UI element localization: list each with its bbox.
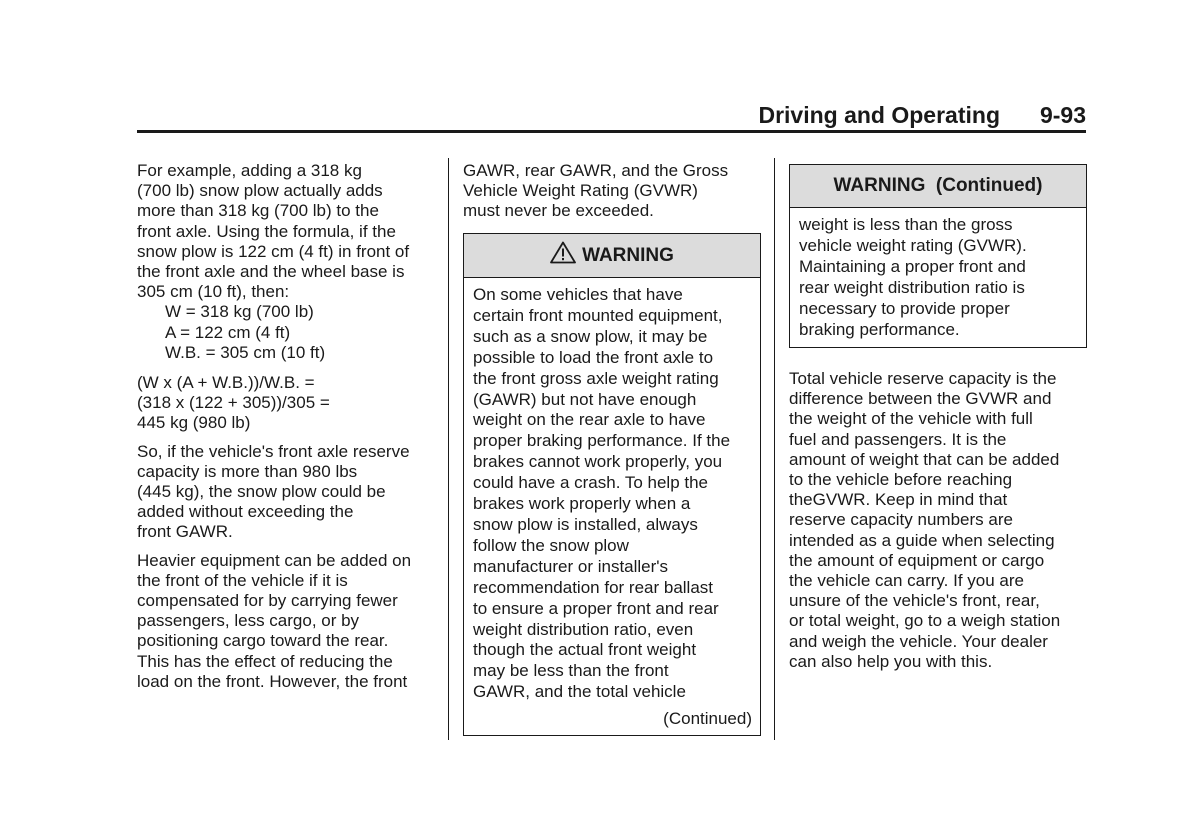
warning-line: weight is less than the gross <box>799 215 1013 234</box>
page-number: 9-93 <box>1039 102 1086 128</box>
text-line: to the vehicle before reaching <box>789 470 1013 490</box>
warning-line: to ensure a proper front and rear <box>473 598 719 618</box>
warning-continued-header <box>790 165 1086 208</box>
warning-line: Maintaining a proper front and <box>799 256 1026 276</box>
text-line: amount of weight that can be added <box>789 449 1060 469</box>
column-1 <box>137 161 439 692</box>
text-line: the front of the vehicle if it is <box>137 570 348 590</box>
text-line: (445 kg), the snow plow could be <box>137 482 386 502</box>
text-line: compensated for by carrying fewer <box>137 591 398 611</box>
text-line: Heavier equipment can be added on <box>137 550 412 570</box>
warning-line: recommendation for rear ballast <box>473 577 714 597</box>
text-line: 305 cm (10 ft), then: <box>137 282 290 302</box>
continued-label: (Continued) <box>663 709 752 729</box>
warning-line: brakes cannot work properly, you <box>473 452 723 472</box>
warning-line: proper braking performance. If the <box>473 431 731 451</box>
warning-line: braking performance. <box>799 319 960 339</box>
page-header <box>137 100 1086 133</box>
warning-line: snow plow is installed, always <box>473 514 698 534</box>
text-line: more than 318 kg (700 lb) to the <box>137 201 379 221</box>
warning-triangle-icon <box>550 237 576 280</box>
warning-line: GAWR, and the total vehicle <box>473 682 686 702</box>
text-line: added without exceeding the <box>137 502 354 522</box>
warning-line: the front gross axle weight rating <box>473 368 719 388</box>
warning-line: follow the snow plow <box>473 535 629 555</box>
text-line: the amount of equipment or cargo <box>789 550 1045 570</box>
paragraph-example <box>137 161 439 302</box>
text-line: the vehicle can carry. If you are <box>789 571 1024 591</box>
paragraph-heavier-equipment <box>137 551 439 692</box>
column-divider-left <box>448 158 449 740</box>
text-line: Vehicle Weight Rating (GVWR) <box>463 181 698 201</box>
warning-line: brakes work properly when a <box>473 494 691 514</box>
formula-line: A = 122 cm (4 ft) <box>165 322 291 342</box>
text-line: the front axle and the wheel base is <box>137 262 405 282</box>
warning-continued-body <box>790 208 1086 347</box>
text-line: Total vehicle reserve capacity is the <box>789 369 1057 388</box>
column-divider-right <box>774 158 775 740</box>
formula-line: W.B. = 305 cm (10 ft) <box>165 342 326 362</box>
formula-values <box>137 302 439 363</box>
warning-continued-box <box>789 164 1087 348</box>
text-line: (700 lb) snow plow actually adds <box>137 181 383 201</box>
calc-line: (318 x (122 + 305))/305 = <box>137 393 330 413</box>
text-line: or total weight, go to a weigh station <box>789 611 1061 631</box>
warning-line: necessary to provide proper <box>799 298 1010 318</box>
text-line: fuel and passengers. It is the <box>789 429 1007 449</box>
calc-line: 445 kg (980 lb) <box>137 413 251 433</box>
column-2 <box>463 161 763 222</box>
text-line: reserve capacity numbers are <box>789 510 1013 530</box>
warning-line: weight distribution ratio, even <box>473 619 694 639</box>
warning-line: manufacturer or installer's <box>473 556 669 576</box>
warning-continued-title: WARNING (Continued) <box>833 175 1043 196</box>
text-line: This has the effect of reducing the <box>137 651 393 671</box>
text-line: can also help you with this. <box>789 651 993 671</box>
section-title: Driving and Operating <box>758 102 1000 128</box>
text-line: passengers, less cargo, or by <box>137 611 360 631</box>
warning-line: weight on the rear axle to have <box>473 410 706 430</box>
warning-line: may be less than the front <box>473 661 669 681</box>
text-line: So, if the vehicle's front axle reserve <box>137 441 410 461</box>
text-line: GAWR, rear GAWR, and the Gross <box>463 161 729 180</box>
warning-line: On some vehicles that have <box>473 285 683 304</box>
text-line: and weigh the vehicle. Your dealer <box>789 631 1048 651</box>
warning-title: WARNING <box>582 245 674 266</box>
text-line: intended as a guide when selecting <box>789 530 1055 550</box>
warning-line: possible to load the front axle to <box>473 347 714 367</box>
formula-line: W = 318 kg (700 lb) <box>165 302 314 322</box>
warning-line: certain front mounted equipment, <box>473 305 723 325</box>
text-line: difference between the GVWR and <box>789 389 1052 409</box>
text-line: front axle. Using the formula, if the <box>137 221 396 241</box>
text-line: front GAWR. <box>137 522 233 542</box>
text-line: capacity is more than 980 lbs <box>137 461 358 481</box>
text-line: must never be exceeded. <box>463 201 654 221</box>
paragraph-total-reserve-capacity <box>789 369 1089 672</box>
paragraph-reserve-capacity <box>137 442 439 543</box>
text-line: positioning cargo toward the rear. <box>137 631 389 651</box>
warning-line: (GAWR) but not have enough <box>473 389 697 409</box>
formula-calculation <box>137 373 439 434</box>
warning-line: vehicle weight rating (GVWR). <box>799 235 1027 255</box>
warning-line: could have a crash. To help the <box>473 473 709 493</box>
text-line: snow plow is 122 cm (4 ft) in front of <box>137 241 410 261</box>
warning-body <box>464 278 760 735</box>
warning-line: rear weight distribution ratio is <box>799 277 1025 297</box>
text-line: For example, adding a 318 kg <box>137 161 362 180</box>
warning-line: such as a snow plow, it may be <box>473 326 708 346</box>
warning-line: though the actual front weight <box>473 640 697 660</box>
calc-line: (W x (A + W.B.))/W.B. = <box>137 373 315 393</box>
warning-header <box>464 234 760 278</box>
text-line: theGVWR. Keep in mind that <box>789 490 1008 510</box>
text-line: unsure of the vehicle's front, rear, <box>789 591 1040 611</box>
text-line: load on the front. However, the front <box>137 671 408 691</box>
warning-box <box>463 233 761 736</box>
text-line: the weight of the vehicle with full <box>789 409 1033 429</box>
